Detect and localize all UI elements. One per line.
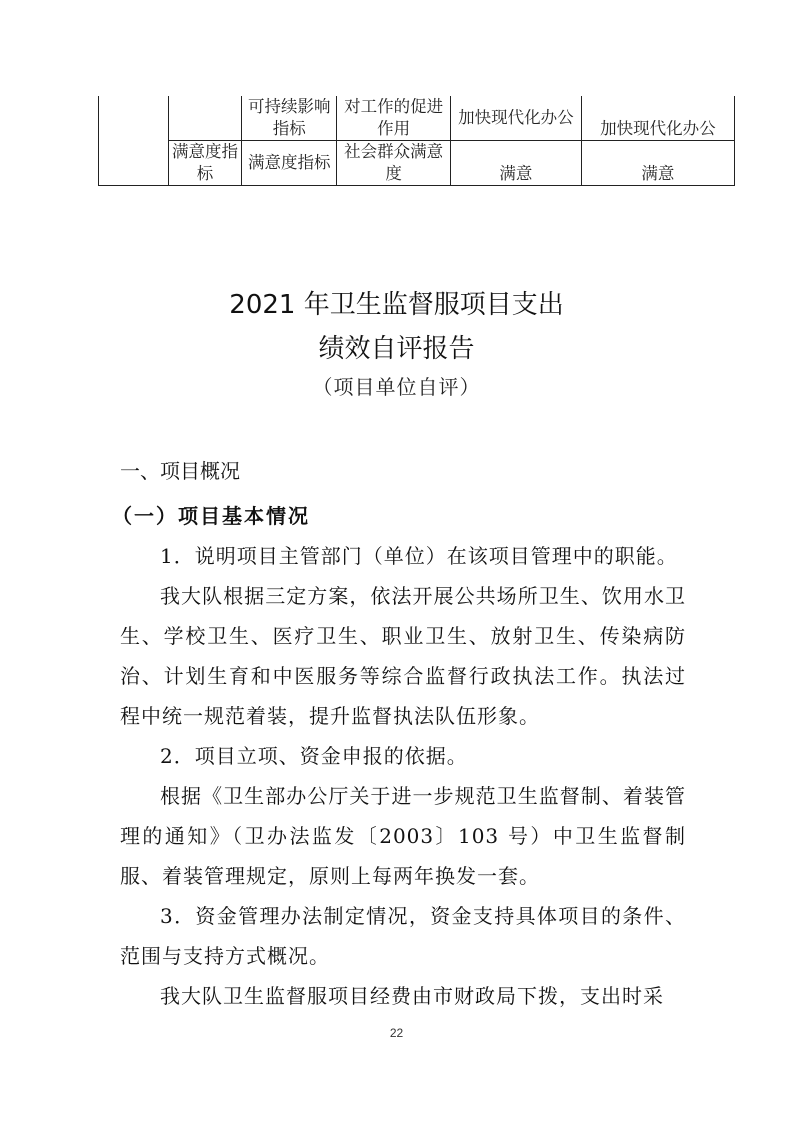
report-title-line1: 2021 年卫生监督服项目支出: [229, 290, 564, 320]
paragraph: 根据《卫生部办公厅关于进一步规范卫生监督制、着装管理的通知》（卫办法监发〔2003〕103 号）中卫生监督制服、着装管理规定，原则上每两年换发一套。: [120, 784, 686, 888]
section-heading: 一、项目概况: [120, 459, 240, 483]
paragraph: 我大队卫生监督服项目经费由市财政局下拨，支出时采: [160, 984, 664, 1008]
table-cell-level3-indicator: 社会群众满意度: [337, 141, 451, 186]
subsection-heading: （一）项目基本情况: [112, 504, 310, 528]
paragraph: 3．资金管理办法制定情况，资金支持具体项目的条件、范围与支持方式概况。: [120, 904, 686, 968]
table-cell-level2-indicator: 可持续影响 指标: [242, 96, 337, 141]
table-cell-blank: [99, 96, 169, 186]
performance-indicator-table: [98, 96, 735, 186]
page-number: 22: [389, 1026, 404, 1040]
table-cell-level1-indicator: 满意度指标: [168, 141, 241, 186]
table-cell-level3-indicator: 对工作的促进作用: [337, 96, 451, 141]
table-cell-target-value: 满意: [450, 141, 581, 186]
table-cell-blank: [168, 96, 241, 141]
table-row: [99, 141, 735, 186]
body-text: [120, 536, 686, 1016]
report-title-line2: 绩效自评报告: [318, 334, 475, 364]
table-cell-target-value: 加快现代化办公: [450, 96, 581, 141]
table-cell-level2-indicator: 满意度指标: [242, 141, 337, 186]
report-subtitle: （项目单位自评）: [312, 375, 481, 399]
table-cell-actual-value: 加快现代化办公: [581, 96, 734, 141]
table-cell-actual-value: 满意: [581, 141, 734, 186]
table-row: [99, 96, 735, 141]
paragraph: 1．说明项目主管部门（单位）在该项目管理中的职能。: [160, 544, 678, 568]
paragraph: 2．项目立项、资金申报的依据。: [160, 744, 468, 768]
paragraph: 我大队根据三定方案，依法开展公共场所卫生、饮用水卫生、学校卫生、医疗卫生、职业卫生、放射卫生、传染病防治、计划生育和中医服务等综合监督行政执法工作。执法过程中统一规范着装，提升监督执法队伍形象。: [120, 584, 686, 728]
